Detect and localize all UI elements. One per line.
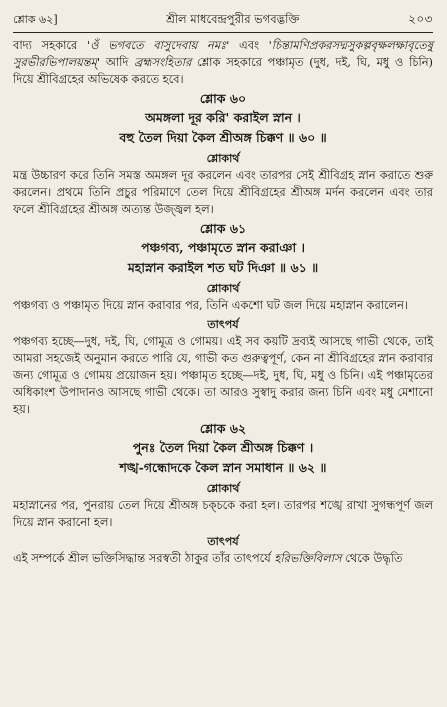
verse-62-purport-text-2: থেকে উদ্ধৃতি — [341, 551, 403, 565]
intro-book-title: ব্রহ্মসংহিতার — [134, 55, 192, 69]
verse-60-line-2: বহু তৈল দিয়া কৈল শ্রীঅঙ্গ চিক্কণ ॥ ৬০ ॥ — [119, 130, 327, 145]
verse-62-line-1: পুনঃ তৈল দিয়া কৈল শ্রীঅঙ্গ চিক্কণ । — [132, 440, 314, 455]
intro-mantra-2: চিন্তামণিপ্রকরসদ্মসুকল্পবৃক্ষলক্ষাবৃতেষু সুরভীরভিপালয়ন্তম্ — [13, 38, 433, 69]
verse-60-translation-heading: শ্লোকার্থ — [206, 152, 240, 165]
verse-61-purport: পঞ্চগব্য হচ্ছে—দুধ, দই, ঘি, গোমূত্র ও গোময়। এই সব কয়টি দ্রব্যই আসছে গাভী থেকে, তাই আমরা সহজেই অনুমান করতে পারি যে, গাভী কত গুরুত্বপূর্ণ, কেন না শ্রীবিগ্রহের স্নান করাবার জন্য গোমূত্র ও গোময় প্রয়োজন হয়। পঞ্চামৃত হচ্ছে—দই, দুধ, ঘি, মধু ও চিনি। এই পঞ্চামৃতের অধিকাংশ উপাদানও আসছে গাভী থেকে। তা আরও সুস্বাদু করার জন্য চিনি এবং মধু মেশানো হয়। — [13, 334, 433, 416]
intro-paragraph — [13, 37, 433, 88]
intro-text-4: শ্লোক সহকারে পঞ্চামৃত (দুধ, দই, ঘি, মধু ও চিনি) দিয়ে শ্রীবিগ্রহের অভিষেক করতে হবে। — [13, 55, 434, 86]
verse-62-translation-heading: শ্লোকার্থ — [206, 482, 240, 495]
verse-62-purport-text-1: এই সম্পর্কে শ্রীল ভক্তিসিদ্ধান্ত সরস্বতী ঠাকুর তাঁর তাৎপর্যে — [13, 551, 275, 565]
verse-62-purport-heading: তাৎপর্য — [207, 535, 239, 548]
verse-60-translation: মন্ত্র উচ্চারণ করে তিনি সমস্ত অমঙ্গল দূর করলেন এবং তারপর সেই শ্রীবিগ্রহ স্নান করাতে শুরু করলেন। প্রথমে তিনি প্রচুর পরিমাণে তেল দিয়ে শ্রীবিগ্রহের শ্রীঅঙ্গ মর্দন করলেন এবং তার ফলে শ্রীবিগ্রহের শ্রীঅঙ্গ অত্যন্ত উজ্জ্বল হল। — [13, 168, 433, 216]
header-verse-reference: শ্লোক ৬২] — [13, 13, 58, 26]
verse-61-translation: পঞ্চগব্য ও পঞ্চামৃত দিয়ে স্নান করাবার পর, তিনি একশো ঘট জল দিয়ে মহাস্নান করালেন। — [13, 298, 408, 312]
verse-62-heading: শ্লোক ৬২ — [199, 421, 247, 436]
verse-61-heading: শ্লোক ৬১ — [199, 221, 247, 236]
page-number: ২০৩ — [408, 12, 433, 26]
verse-61-line-1: পঞ্চগব্য, পঞ্চামৃতে স্নান করাঞা । — [141, 240, 305, 255]
running-header — [13, 11, 433, 33]
verse-61-translation-heading: শ্লোকার্থ — [206, 282, 240, 295]
verse-60-line-1: অমঙ্গলা দূর করি' করাইল স্নান । — [145, 110, 301, 125]
intro-text-1: বাদ্য সহকারে ' — [13, 38, 91, 52]
verse-62-translation: মহাস্নানের পর, পুনরায় তেল দিয়ে শ্রীঅঙ্গ চক্‌চকে করা হল। তারপর শঙ্খে রাখা সুগন্ধপূর্ণ জল দিয়ে স্নান করানো হল। — [13, 498, 433, 529]
intro-text-2: ' এবং ' — [226, 38, 272, 52]
verse-61-purport-heading: তাৎপর্য — [207, 318, 239, 331]
verse-60-heading: শ্লোক ৬০ — [199, 91, 247, 106]
intro-mantra-1: ওঁ ভগবতে বাসুদেবায় নমঃ — [90, 38, 227, 52]
verse-62-line-2: শঙ্খ-গন্ধোদকে কৈল স্নান সমাধান ॥ ৬২ ॥ — [119, 460, 327, 475]
header-chapter-title: শ্রীল মাধবেন্দ্রপুরীর ভগবদ্ভক্তি — [166, 12, 300, 26]
verse-61-line-2: মহাস্নান করাইল শত ঘট দিঞা ॥ ৬১ ॥ — [127, 260, 319, 275]
verse-62-purport — [13, 550, 433, 567]
verse-62-purport-book-title: হরিভক্তিবিলাস — [274, 551, 342, 565]
intro-text-3: ' আদি — [96, 55, 135, 69]
